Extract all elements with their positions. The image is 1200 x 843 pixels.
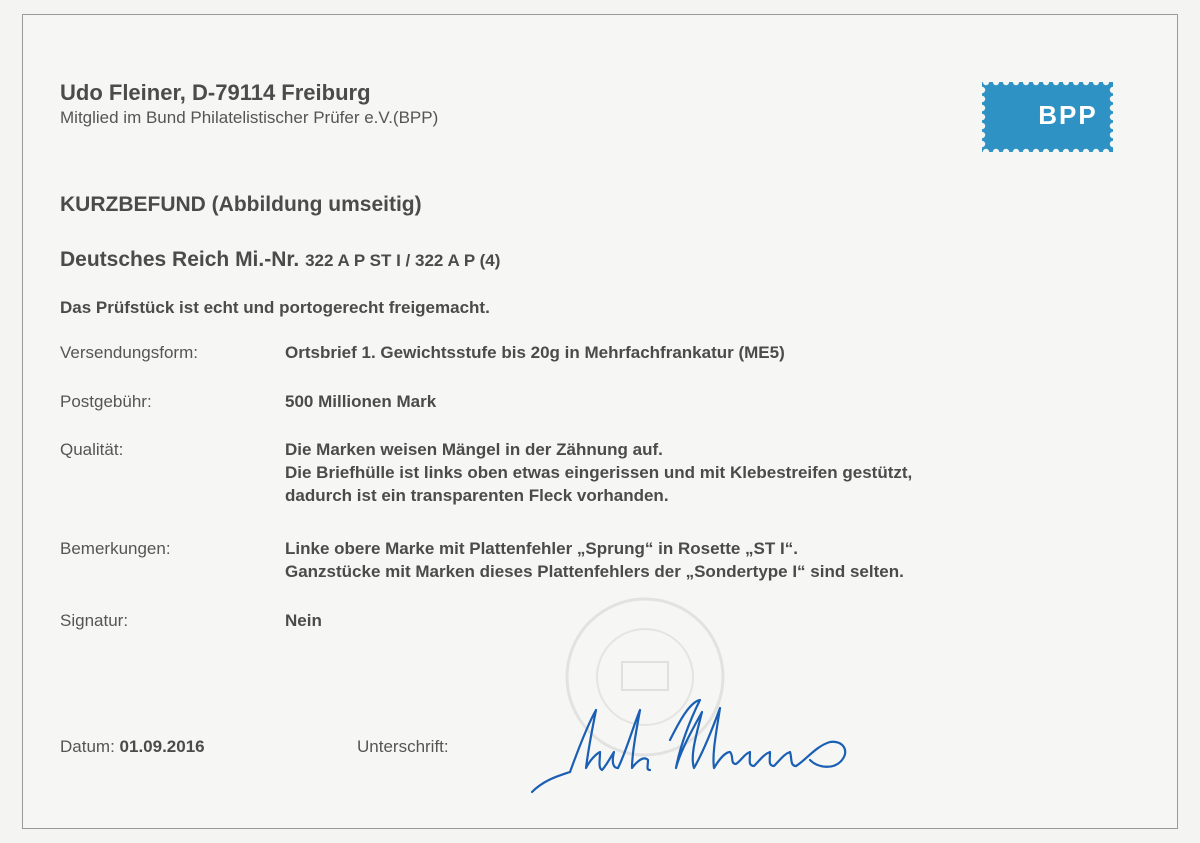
field-value	[285, 341, 785, 364]
handwritten-signature	[530, 680, 870, 800]
field-value-line: Die Marken weisen Mängel in der Zähnung auf.	[285, 440, 663, 459]
issuer-membership: Mitglied im Bund Philatelistischer Prüfer e.V.(BPP)	[60, 108, 439, 127]
signature-label: Unterschrift:	[357, 737, 449, 756]
field-label: Signatur:	[60, 611, 129, 630]
field-value	[285, 537, 904, 583]
field-value	[285, 390, 436, 413]
date-value: 01.09.2016	[119, 737, 205, 756]
field-value-line: Ganzstücke mit Marken dieses Plattenfehlers der „Sondertype I“ sind selten.	[285, 562, 904, 581]
field-value	[285, 438, 912, 507]
field-value	[285, 609, 322, 632]
bpp-logo-text: BPP	[1038, 100, 1098, 130]
subject-numbers: 322 A P ST I / 322 A P (4)	[305, 251, 501, 270]
field-label: Versendungsform:	[60, 343, 198, 362]
issuer-name: Udo Fleiner, D-79114 Freiburg	[60, 80, 371, 105]
bpp-logo	[976, 76, 1119, 158]
field-value-line: Ortsbrief 1. Gewichtsstufe bis 20g in Mehrfachfrankatur (ME5)	[285, 343, 785, 362]
date-label: Datum:	[60, 737, 115, 756]
subject-main: Deutsches Reich Mi.-Nr.	[60, 248, 300, 271]
field-value-line: Nein	[285, 611, 322, 630]
field-value-line: Linke obere Marke mit Plattenfehler „Sprung“ in Rosette „ST I“.	[285, 539, 798, 558]
authenticity-statement: Das Prüfstück ist echt und portogerecht freigemacht.	[60, 298, 490, 317]
stamp-subject	[60, 248, 500, 272]
date-field	[60, 737, 205, 757]
field-value-line: Die Briefhülle ist links oben etwas eingerissen und mit Klebestreifen gestützt,	[285, 463, 913, 482]
field-value-line: dadurch ist ein transparenten Fleck vorhanden.	[285, 486, 669, 505]
field-value-line: 500 Millionen Mark	[285, 392, 437, 411]
field-label: Qualität:	[60, 440, 124, 459]
field-label: Bemerkungen:	[60, 539, 171, 558]
document-title: KURZBEFUND (Abbildung umseitig)	[60, 193, 422, 216]
field-label: Postgebühr:	[60, 392, 152, 411]
